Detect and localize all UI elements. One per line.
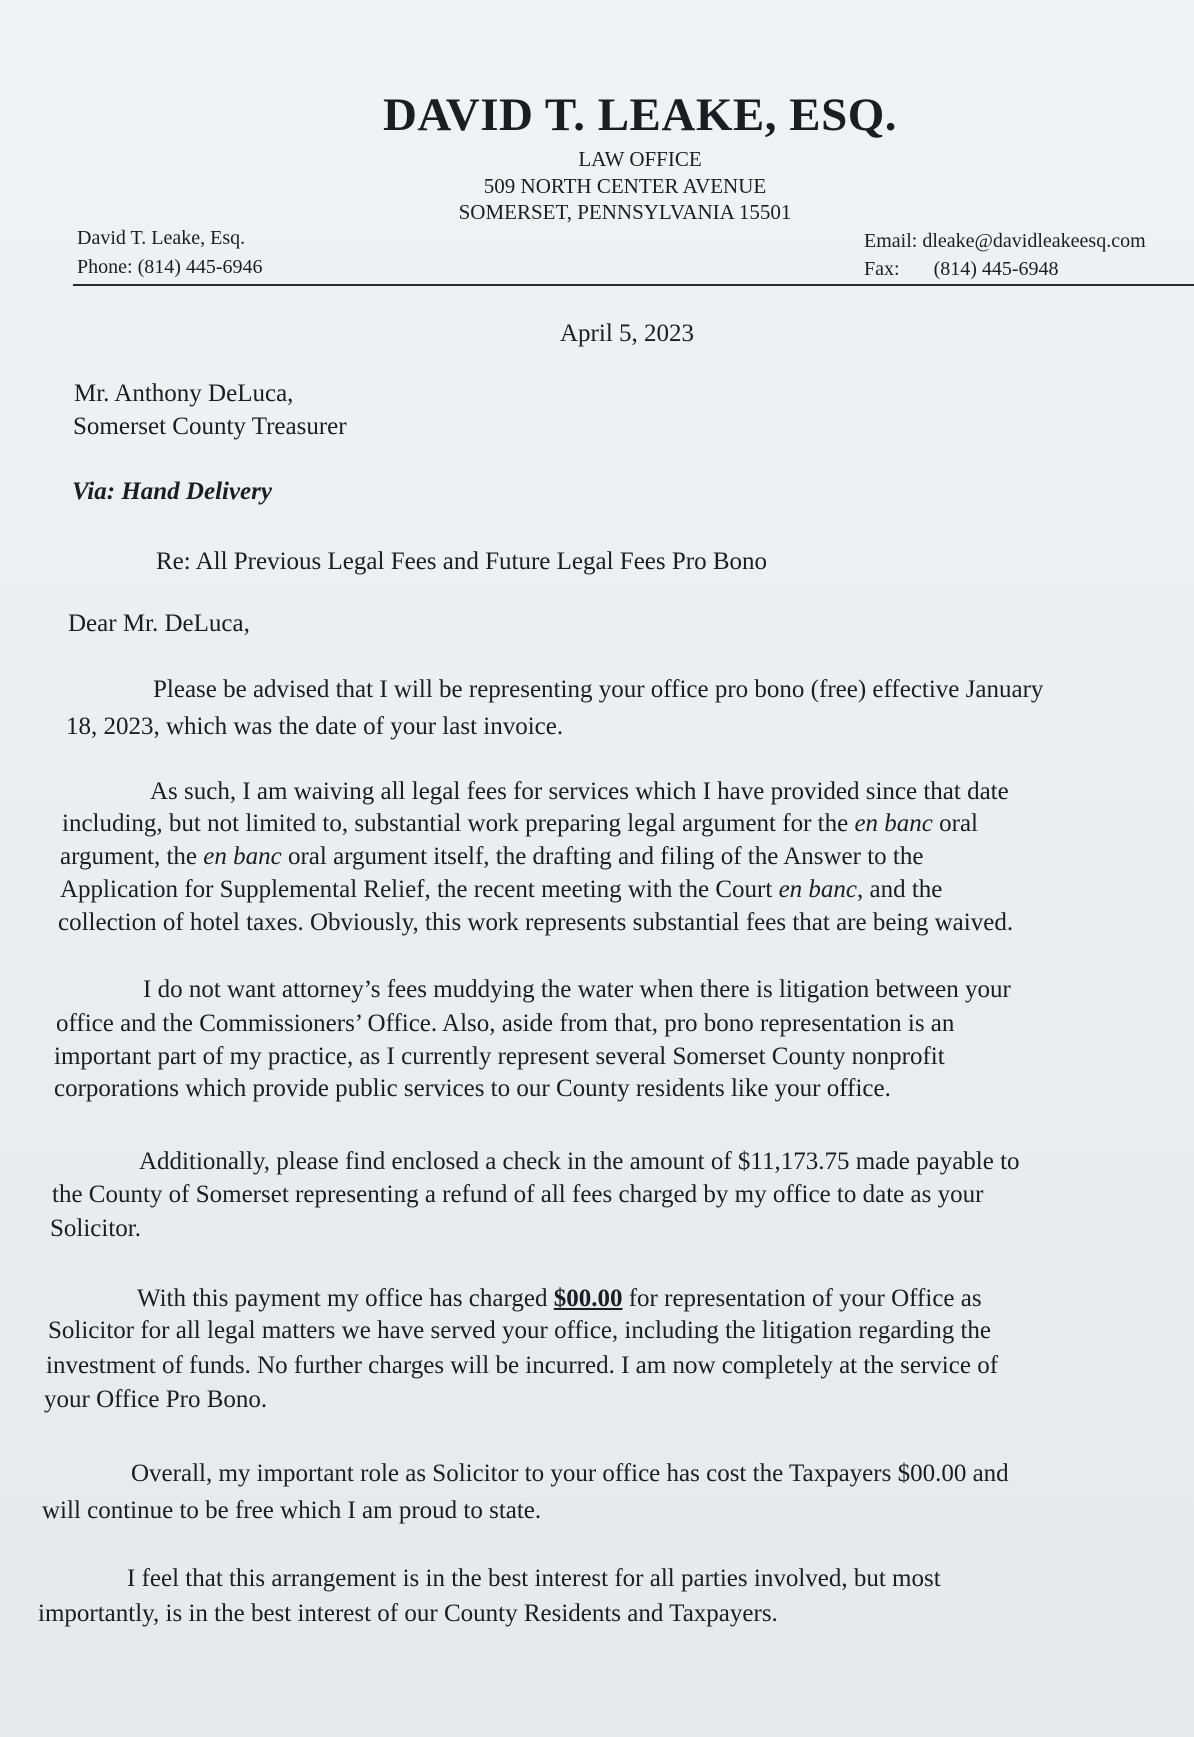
sender-name: David T. Leake, Esq. [77, 227, 246, 249]
paragraph-line: including, but not limited to, substantial work preparing legal argument for the en banc oral [62, 810, 979, 837]
salutation: Dear Mr. DeLuca, [68, 610, 250, 637]
letterhead-law-office: LAW OFFICE [578, 147, 702, 171]
email-address: dleake@davidleakeesq.com [922, 230, 1146, 252]
letter-date: April 5, 2023 [560, 320, 695, 347]
recipient-name: Mr. Anthony DeLuca, [74, 380, 294, 407]
paragraph-line: corporations which provide public services to our County residents like your office. [54, 1075, 891, 1102]
delivery-method: Via: Hand Delivery [72, 478, 272, 505]
charged-amount: $00.00 [553, 1285, 623, 1312]
paragraph-line: Additionally, please find enclosed a check in the amount of $11,173.75 made payable to [139, 1148, 1020, 1175]
paragraph-line: I feel that this arrangement is in the best interest for all parties involved, but most [127, 1565, 941, 1592]
paragraph-line: will continue to be free which I am proud to state. [42, 1497, 542, 1524]
fax-label: Fax: [864, 258, 900, 280]
paragraph-line: Application for Supplemental Relief, the recent meeting with the Court en banc, and the [60, 876, 943, 903]
paragraph-line: collection of hotel taxes. Obviously, this work represents substantial fees that are being waived. [58, 909, 1014, 936]
letterhead-city: SOMERSET, PENNSYLVANIA 15501 [458, 200, 792, 224]
email-label: Email: [864, 230, 918, 252]
phone-label: Phone: [77, 256, 133, 278]
paragraph-line: Overall, my important role as Solicitor to your office has cost the Taxpayers $00.00 and [131, 1460, 1009, 1487]
phone-number: (814) 445-6946 [137, 256, 263, 278]
letterhead-divider [73, 284, 1194, 286]
paragraph-line: 18, 2023, which was the date of your last invoice. [66, 713, 564, 740]
paragraph-line: Solicitor. [50, 1215, 141, 1242]
sender-email [864, 230, 1146, 253]
paragraph-line: office and the Commissioners’ Office. Also, aside from that, pro bono representation is an [56, 1010, 955, 1037]
paragraph-line: With this payment my office has charged $00.00 for representation of your Office as [137, 1285, 982, 1312]
firm-name: DAVID T. LEAKE, ESQ. [382, 89, 898, 141]
paragraph-line: investment of funds. No further charges will be incurred. I am now completely at the service of [46, 1352, 999, 1379]
paragraph-line: I do not want attorney’s fees muddying the water when there is litigation between your [143, 976, 1011, 1003]
recipient-title: Somerset County Treasurer [73, 413, 347, 440]
paragraph-line: the County of Somerset representing a refund of all fees charged by my office to date as your [52, 1181, 984, 1208]
subject-line: Re: All Previous Legal Fees and Future Legal Fees Pro Bono [156, 548, 768, 575]
sender-phone [77, 256, 263, 279]
paragraph-line: argument, the en banc oral argument itself, the drafting and filing of the Answer to the [60, 843, 924, 870]
letterhead-street: 509 NORTH CENTER AVENUE [483, 174, 767, 198]
fax-number: (814) 445-6948 [933, 258, 1059, 280]
paragraph-line: importantly, is in the best interest of our County Residents and Taxpayers. [38, 1600, 778, 1627]
paragraph-line: Please be advised that I will be representing your office pro bono (free) effective January [153, 676, 1044, 703]
paragraph-line: important part of my practice, as I currently represent several Somerset County nonprofit [54, 1043, 945, 1070]
paragraph-line: Solicitor for all legal matters we have served your office, including the litigation regarding the [48, 1317, 991, 1344]
sender-fax [864, 258, 1059, 281]
paragraph-line: your Office Pro Bono. [44, 1386, 268, 1413]
paragraph-line: As such, I am waiving all legal fees for services which I have provided since that date [150, 778, 1009, 805]
